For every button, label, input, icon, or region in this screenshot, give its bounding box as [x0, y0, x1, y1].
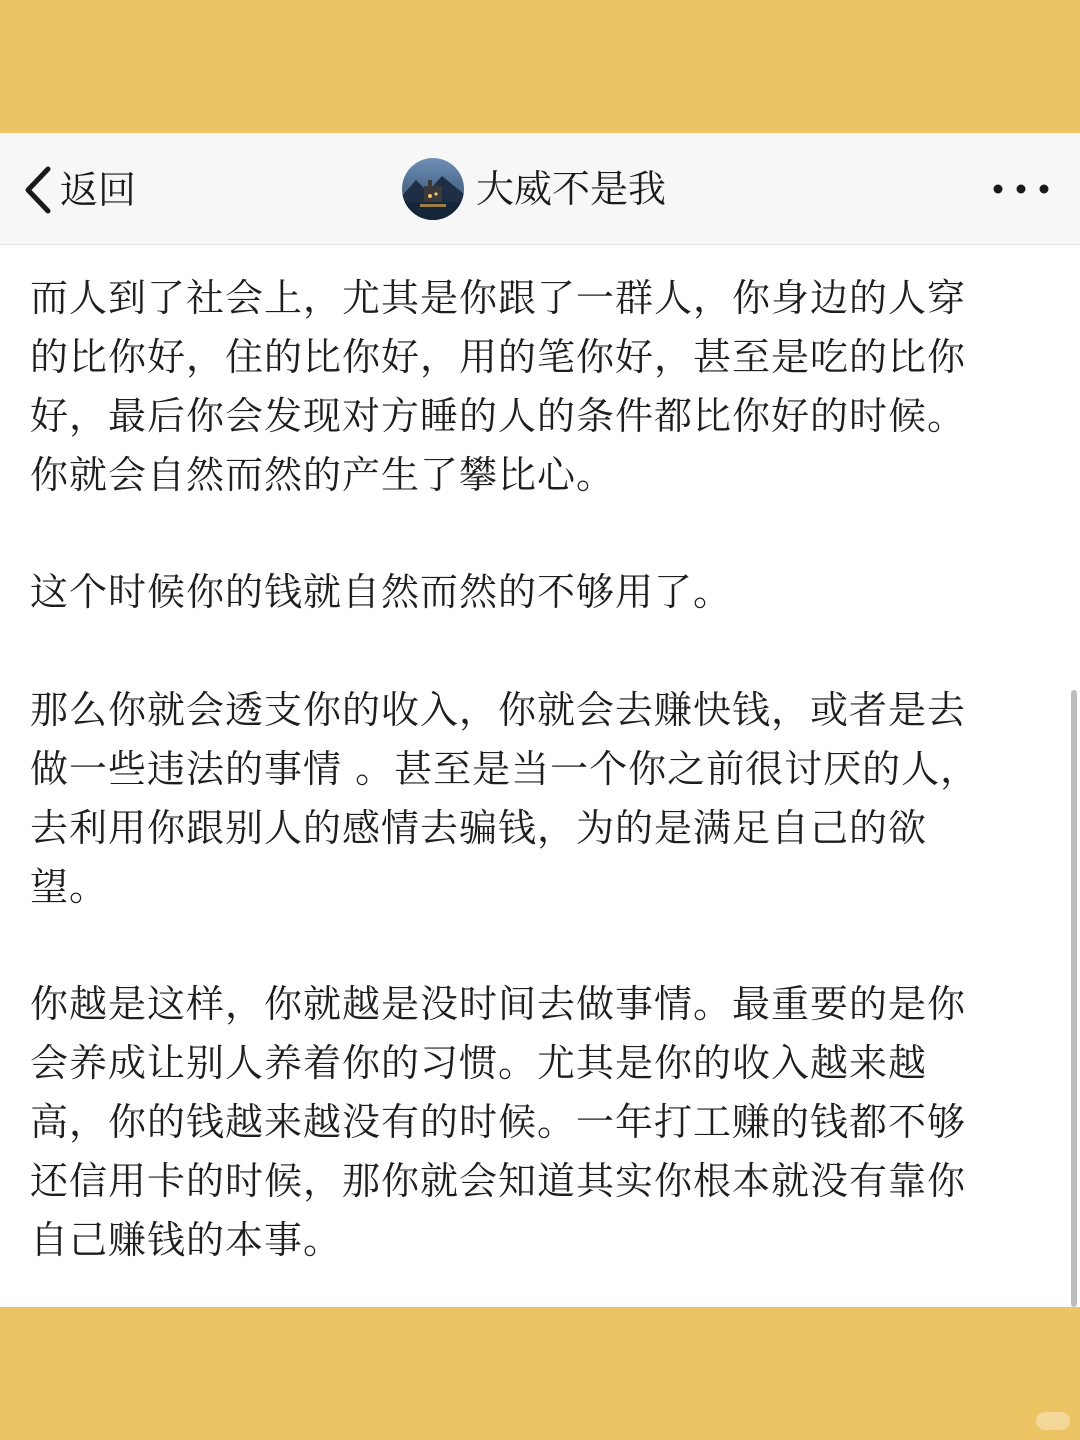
paragraph-2: 这个时候你的钱就自然而然的不够用了。	[30, 570, 733, 614]
avatar-landscape-icon[interactable]	[402, 158, 464, 220]
paragraph-1: 而人到了社会上，尤其是你跟了一群人，你身边的人穿 的比你好，住的比你好，用的笔你好，甚至是吃的比你 好，最后你会发现对方睡的人的条件都比你好的时候。 你就会自然而然的产生了攀比心。	[30, 276, 967, 497]
back-button[interactable]	[22, 163, 136, 217]
more-button[interactable]	[990, 169, 1056, 209]
chevron-left-icon	[22, 163, 56, 217]
watermark-badge	[1036, 1412, 1070, 1430]
paragraph-4: 你越是这样，你就越是没时间去做事情。最重要的是你 会养成让别人养着你的习惯。尤其是你的收入越来越 高，你的钱越来越没有的时候。一年打工赚的钱都不够 还信用卡的时候，那你就会知道其实你根本就没有靠你 自己赚钱的本事。	[30, 982, 967, 1262]
back-label: 返回	[60, 168, 137, 212]
scrollbar[interactable]	[1071, 690, 1077, 1307]
conversation-header[interactable]	[402, 157, 666, 221]
page-title: 大威不是我	[476, 167, 667, 211]
paragraph-3: 那么你就会透支你的收入，你就会去赚快钱，或者是去 做一些违法的事情 。甚至是当一个你之前很讨厌的人， 去利用你跟别人的感情去骗钱，为的是满足自己的欲 望。	[30, 688, 980, 909]
more-dots-icon	[990, 169, 1056, 209]
navigation-bar	[0, 133, 1080, 245]
top-color-band	[0, 0, 1080, 133]
message-content	[0, 245, 1080, 1307]
bottom-color-band	[0, 1307, 1080, 1440]
